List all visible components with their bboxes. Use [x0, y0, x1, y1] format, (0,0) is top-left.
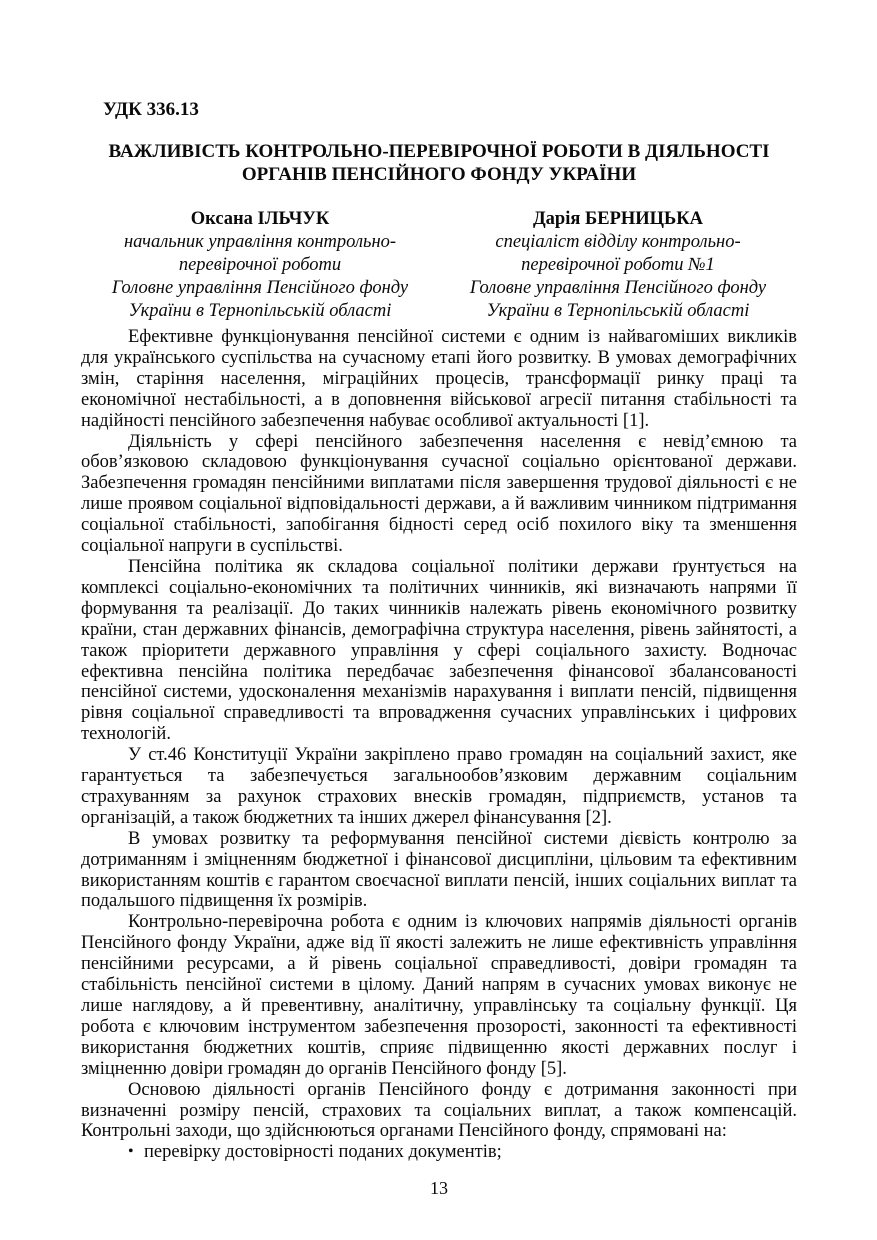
- body-paragraph: В умовах розвитку та реформування пенсійної системи дієвість контролю за дотриманням і зміцненням бюджетної і фінансової дисципліни, цільовим та ефективним використанням коштів є гарантом своєчасної виплати пенсій, інших соціальних виплат та подальшого підвищення їх розмірів.: [81, 828, 797, 912]
- body-paragraph: Пенсійна політика як складова соціальної політики держави ґрунтується на комплексі соціально-економічних та політичних чинників, які визначають напрями її формування та реалізації. До таких чинників належать рівень економічного розвитку країни, стан державних фінансів, демографічна структура населення, рівень зайнятості, а також пріоритети державного управління у сфері соціального захисту. Водночас ефективна пенсійна політика передбачає забезпечення фінансової збалансованості пенсійної системи, удосконалення механізмів нарахування і виплати пенсій, підвищення рівня соціальної справедливості та впровадження сучасних управлінських і цифрових технологій.: [81, 556, 797, 745]
- body-paragraph: Ефективне функціонування пенсійної системи є одним із найвагоміших викликів для українського суспільства на сучасному етапі його розвитку. В умовах демографічних змін, старіння населення, міграційних процесів, трансформації ринку праці та економічної нестабільності, а в доповнення військової агресії питання стабільності та надійності пенсійного забезпечення набуває особливої актуальності [1].: [81, 327, 797, 431]
- author-affiliation: Головне управління Пенсійного фонду України в Тернопільській області: [469, 278, 767, 321]
- body-paragraph: У ст.46 Конституції України закріплено право громадян на соціальний захист, яке гарантується та забезпечується загальнообов’язковим державним соціальним страхуванням за рахунок страхових внесків громадян, підприємств, установ та організацій, а також бюджетних та інших джерел фінансування [2].: [81, 745, 797, 828]
- author-left: [81, 208, 439, 323]
- article-title: ВАЖЛИВІСТЬ КОНТРОЛЬНО-ПЕРЕВІРОЧНОЇ РОБОТИ В ДІЯЛЬНОСТІ ОРГАНІВ ПЕНСІЙНОГО ФОНДУ УКРАЇНИ: [108, 141, 770, 185]
- body-paragraph: Контрольно-перевірочна робота є одним із ключових напрямів діяльності органів Пенсійного фонду України, адже від її якості залежить не лише ефективність управління пенсійними ресурсами, а й рівень соціальної справедливості, довіри громадян та стабільність пенсійної системи в цілому. Даний напрям в сучасних умовах виконує не лише наглядову, а й превентивну, аналітичну, управлінську та соціальну функції. Ця робота є ключовим інструментом забезпечення прозорості, законності та ефективності використання бюджетних коштів, сприяє підвищенню якості державних послуг і зміцненню довіри громадян до органів Пенсійного фонду [5].: [81, 912, 797, 1079]
- author-right: [439, 208, 797, 323]
- author-affiliation: Головне управління Пенсійного фонду України в Тернопільській області: [111, 278, 409, 321]
- body-paragraph: Основою діяльності органів Пенсійного фонду є дотримання законності при визначенні розміру пенсій, страхових та соціальних виплат, а також компенсацій. Контрольні заходи, що здійснюються органами Пенсійного фонду, спрямовані на:: [81, 1079, 797, 1142]
- author-role: начальник управління контрольно-перевірочної роботи: [123, 232, 397, 275]
- page-number: 13: [430, 1178, 448, 1199]
- list-item: [81, 1142, 797, 1163]
- udc-code: УДК 336.13: [103, 99, 199, 120]
- bullet-marker: •: [128, 1143, 134, 1161]
- author-name: Оксана ІЛЬЧУК: [190, 209, 330, 229]
- list-item-text: перевірку достовірності поданих документів;: [144, 1142, 502, 1163]
- article-body: [81, 327, 797, 1163]
- author-name: Дарія БЕРНИЦЬКА: [532, 209, 704, 229]
- control-measures-list: [81, 1142, 797, 1163]
- authors-block: [81, 208, 797, 323]
- author-role: спеціаліст відділу контрольно-перевірочної роботи №1: [495, 232, 741, 275]
- body-paragraph: Діяльність у сфері пенсійного забезпечення населення є невід’ємною та обов’язковою складовою функціонування сучасної соціально орієнтованої держави. Забезпечення громадян пенсійними виплатами після завершення трудової діяльності є не лише проявом соціальної відповідальності держави, а й важливим чинником підтримання соціальної стабільності, запобігання бідності серед осіб похилого віку та зменшення соціальної напруги в суспільстві.: [81, 431, 797, 557]
